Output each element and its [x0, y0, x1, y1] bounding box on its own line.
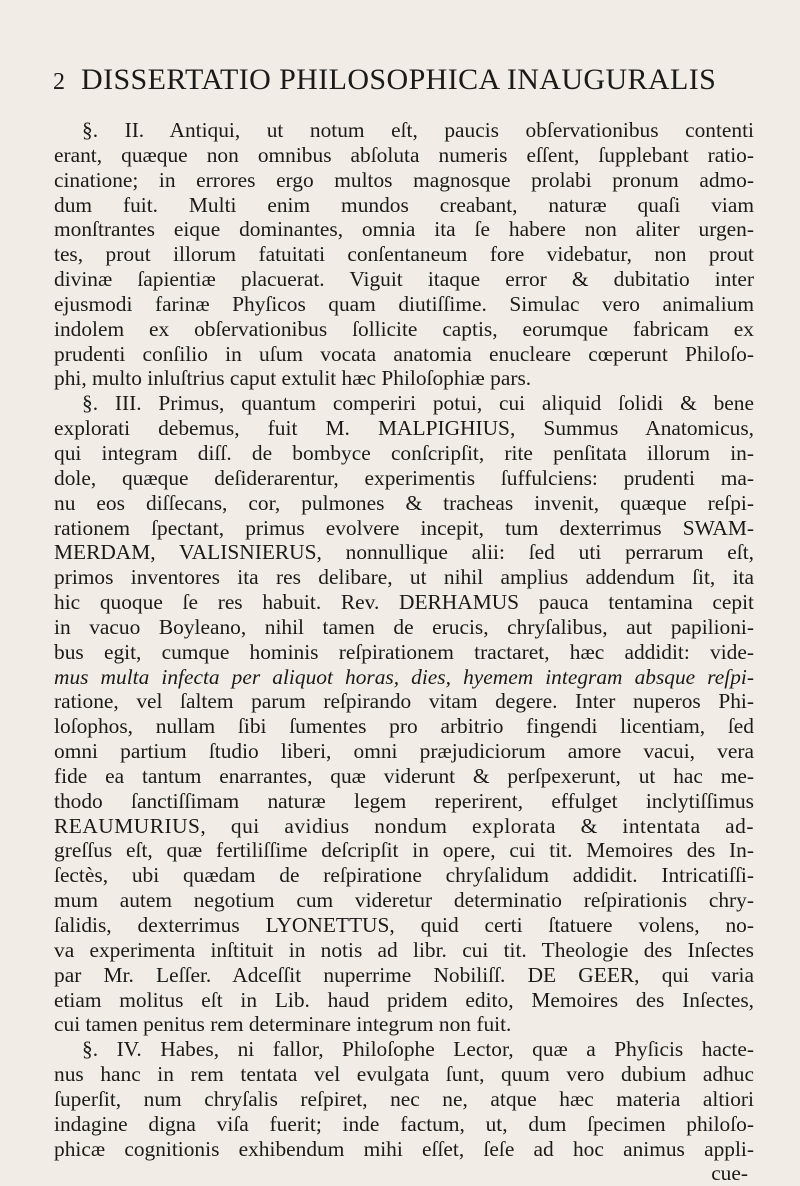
text-line: thodo ſanctiſſimam naturæ legem reperirent, effulget inclytiſſimus: [54, 788, 754, 813]
text-line: hic quoque ſe res habuit. Rev. DERHAMUS pauca tentamina cepit: [54, 590, 754, 615]
text-line: par Mr. Leſſer. Adceſſit nuperrime Nobiliſſ. DE GEER, qui varia: [54, 962, 754, 987]
text-line: phicæ cognitionis exhibendum mihi eſſet, ſeſe ad hoc animus appli-: [54, 1136, 754, 1161]
text-line: §. III. Primus, quantum comperiri potui, cui aliquid ſolidi & bene: [82, 391, 754, 416]
text-line: prudenti conſilio in uſum vocata anatomia enucleare cœperunt Philoſo-: [54, 341, 754, 366]
text-line: erant, quæque non omnibus abſoluta numeris eſſent, ſupplebant ratio-: [54, 142, 754, 167]
text-line: bus egit, cumque hominis reſpirationem tractaret, hæc addidit: vide-: [54, 639, 754, 664]
body-text: [54, 118, 754, 1186]
text-line: fide ea tantum enarrantes, quæ viderunt & perſpexerunt, ut hac me-: [54, 763, 754, 788]
text-line: mum autem negotium cum videretur determinatio reſpirationis chry-: [54, 888, 754, 913]
text-line: monſtrantes eique dominantes, omnia ita ſe habere non aliter urgen-: [54, 217, 754, 242]
text-line: cinatione; in errores ergo multos magnosque prolabi pronum admo-: [54, 167, 754, 192]
text-line: in vacuo Boyleano, nihil tamen de erucis, chryſalibus, aut papilioni-: [54, 614, 754, 639]
text-line: indagine digna viſa fuerit; inde factum, ut, dum ſpecimen philoſo-: [54, 1111, 754, 1136]
text-line: ſectès, ubi quædam de reſpiratione chryſalidum addidit. Intricatiſſi-: [54, 863, 754, 888]
catchword: cue-: [711, 1161, 748, 1186]
text-line: divinæ ſapientiæ placuerat. Viguit itaque error & dubitatio inter: [54, 267, 754, 292]
text-line: dole, quæque deſiderarentur, experimentis ſuffulciens: prudenti ma-: [54, 465, 754, 490]
text-line: primos inventores ita res delibare, ut nihil amplius addendum ſit, ita: [54, 565, 754, 590]
running-head: [53, 60, 753, 100]
text-line: loſophos, nullam ſibi ſumentes pro arbitrio fingendi licentiam, ſed: [54, 714, 754, 739]
text-line: greſſus eſt, quæ fertiliſſime deſcripſit in opere, cui tit. Memoires des In-: [54, 838, 754, 863]
text-line: tes, prout illorum fatuitati conſentaneum fore videbatur, non prout: [54, 242, 754, 267]
text-line: §. IV. Habes, ni fallor, Philoſophe Lector, quæ a Phyſicis hacte-: [82, 1037, 754, 1062]
text-line: omni partium ſtudio liberi, omni præjudiciorum amore vacui, vera: [54, 739, 754, 764]
text-line: rationem ſpectant, primus evolvere incepit, tum dexterrimus SWAM-: [54, 515, 754, 540]
running-title: DISSERTATIO PHILOSOPHICA INAUGURALIS: [81, 63, 717, 96]
text-line: cui tamen penitus rem determinare integrum non fuit.: [54, 1012, 512, 1037]
text-line: explorati debemus, fuit M. MALPIGHIUS, Summus Anatomicus,: [54, 416, 754, 441]
text-line: mus multa infecta per aliquot horas, dies, hyemem integram absque reſpi-: [54, 664, 754, 689]
text-line: nus hanc in rem tentata vel evulgata ſunt, quum vero dubium adhuc: [54, 1062, 754, 1087]
text-line: ejusmodi farinæ Phyſicos quam diutiſſime. Simulac vero animalium: [54, 291, 754, 316]
text-line: ratione, vel ſaltem parum reſpirando vitam degere. Inter nuperos Phi-: [54, 689, 754, 714]
text-line: ſalidis, dexterrimus LYONETTUS, quid certi ſtatuere volens, no-: [54, 913, 754, 937]
text-line: va experimenta inſtituit in notis ad libr. cui tit. Theologie des Inſectes: [54, 937, 754, 962]
text-line: dum fuit. Multi enim mundos creabant, naturæ quaſi viam: [54, 192, 754, 217]
text-line: indolem ex obſervationibus ſollicite captis, eorumque fabricam ex: [54, 316, 754, 341]
text-line: REAUMURIUS, qui avidius nondum explorata & intentata ad-: [54, 813, 754, 838]
page-number: 2: [53, 69, 66, 95]
text-line: §. II. Antiqui, ut notum eſt, paucis obſervationibus contenti: [82, 118, 754, 142]
text-line: MERDAM, VALISNIERUS, nonnullique alii: ſed uti perrarum eſt,: [54, 540, 754, 565]
text-line: etiam molitus eſt in Lib. haud pridem edito, Memoires des Inſectes,: [54, 987, 754, 1012]
text-line: phi, multo inluſtrius caput extulit hæc Philoſophiæ pars.: [54, 366, 532, 391]
text-line: nu eos diſſecans, cor, pulmones & tracheas invenit, quæque reſpi-: [54, 490, 754, 515]
text-line: qui integram diſſ. de bombyce conſcripſit, rite penſitata illorum in-: [54, 440, 754, 465]
text-line: ſuperſit, num chryſalis reſpiret, nec ne, atque hæc materia altiori: [54, 1086, 754, 1111]
